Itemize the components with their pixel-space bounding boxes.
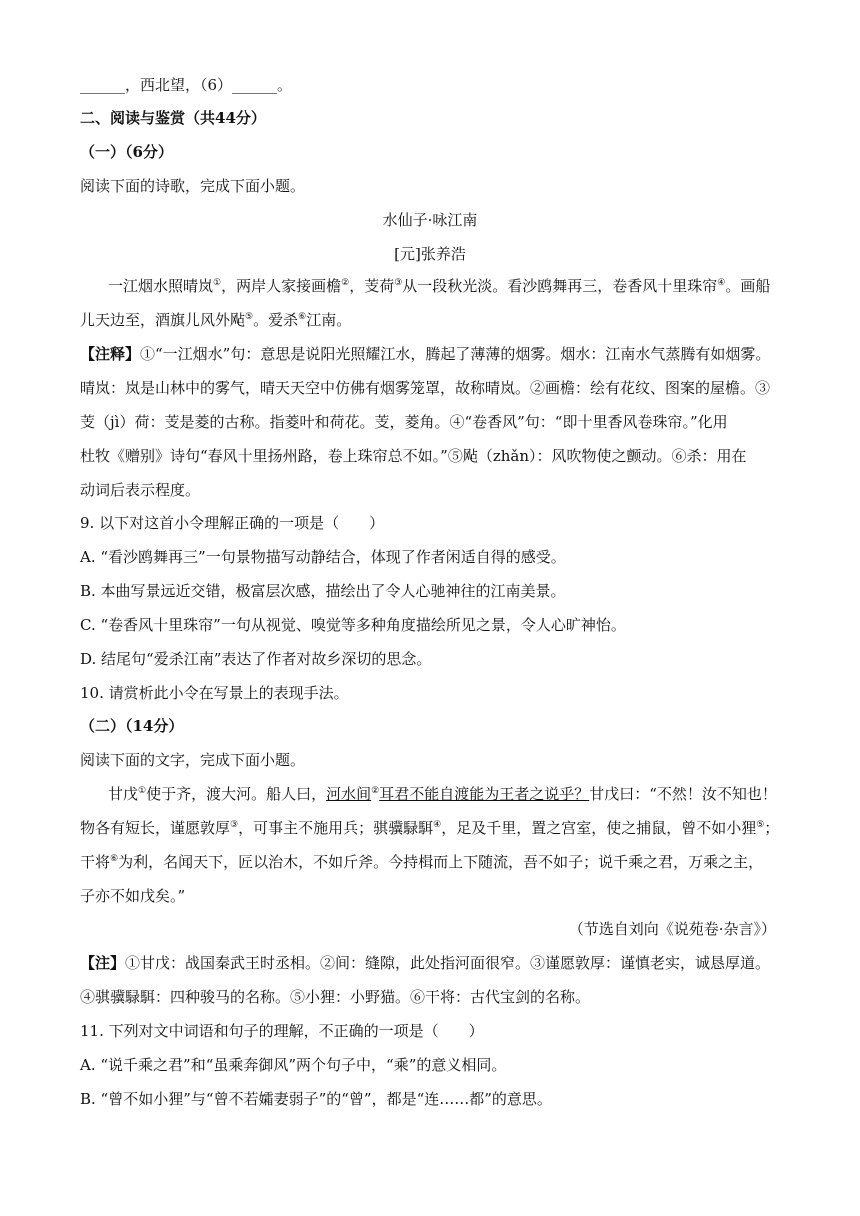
note-mark: ① <box>213 278 222 288</box>
subsection-heading: （二）（14分） <box>80 717 184 735</box>
annotation-body: ①甘戊：战国秦武王时丞相。②间：缝隙，此处指河面很窄。③谨愿敦厚：谨慎老实，诚恳厚道。 <box>125 954 771 972</box>
note-mark: ⑥ <box>298 312 307 322</box>
annotation-line: 杜牧《赠别》诗句“春风十里扬州路，卷上珠帘总不如。”⑤飐（zhǎn）：风吹物使之颤动。⑥杀：用在 <box>80 447 747 465</box>
option-c: C. “卷香风十里珠帘”一句从视觉、嗅觉等多种角度描绘所见之景，令人心旷神怡。 <box>80 616 626 634</box>
note-mark: ③ <box>230 820 239 830</box>
poem-text: 。画船 <box>725 277 771 295</box>
passage-line <box>80 852 782 872</box>
note-mark: ① <box>138 786 147 796</box>
option-d: D. 结尾句“爱杀江南”表达了作者对故乡深切的思念。 <box>80 650 432 668</box>
passage-text: 甘戊 <box>108 785 139 803</box>
note-mark: ⑤ <box>245 312 254 322</box>
poem-text: 从一段秋光淡。看沙鸥舞再三，卷香风十里珠帘 <box>402 277 718 295</box>
poem-text: 儿天边至，酒旗儿风外飐 <box>80 311 246 329</box>
poem-text: 江南。 <box>306 311 352 329</box>
passage-text: 使于齐，渡大河。船人曰， <box>146 785 327 803</box>
passage-line <box>80 818 782 838</box>
poem-text: 一江烟水照晴岚 <box>108 277 214 295</box>
note-mark: ④ <box>717 278 726 288</box>
source-citation: （节选自刘向《说苑卷·杂言》） <box>568 920 776 938</box>
passage-text: 为利，名闻天下，匠以治木，不如斤斧。今持楫而上下随流，吾不如子；说千乘之君，万乘之主， <box>118 853 764 871</box>
annotation-line: 晴岚：岚是山林中的雾气，晴天天空中仿佛有烟雾笼罩，故称晴岚。②画檐：绘有花纹、图案的屋檐。③ <box>80 379 771 397</box>
passage-text: ； <box>764 819 780 837</box>
question-9: 9. 以下对这首小令理解正确的一项是（ ） <box>80 514 385 532</box>
underlined-sentence: 河水间 <box>326 785 372 803</box>
note-mark: ⑥ <box>110 854 119 864</box>
annotation-line <box>80 344 782 364</box>
option-a: A. “看沙鸥舞再三”一句景物描写动静结合，体现了作者闲适自得的感受。 <box>80 548 566 566</box>
annotation-line: 芰（jì）荷：芰是菱的古称。指菱叶和荷花。芰，菱角。④“卷香风”句：“即十里香风卷珠帘。”化用 <box>80 413 728 431</box>
passage-text: 甘戊曰：“不然！汝不知也！ <box>589 785 777 803</box>
option-a: A. “说千乘之君”和“虽乘奔御风”两个句子中，“乘”的意义相同。 <box>80 1056 507 1074</box>
note-mark: ⑤ <box>756 820 765 830</box>
note-mark: ③ <box>394 278 403 288</box>
underlined-sentence: 耳君不能自渡能为王者之说乎？ <box>379 785 590 803</box>
annotation-body: ①“一江烟水”句：意思是说阳光照耀江水，腾起了薄薄的烟雾。烟水：江南水气蒸腾有如烟雾。 <box>140 345 771 363</box>
poem-text: ，两岸人家接画檐 <box>221 277 342 295</box>
section-heading: 二、阅读与鉴赏（共44分） <box>80 109 266 127</box>
annotation-label: 【注释】 <box>80 345 141 363</box>
note-mark: ② <box>341 278 350 288</box>
poem-author: [元]张养浩 <box>394 245 466 263</box>
option-b: B. 本曲写景远近交错，极富层次感，描绘出了令人心驰神往的江南美景。 <box>80 582 566 600</box>
poem-line <box>80 310 782 330</box>
passage-text: 物各有短长，谨愿敦厚 <box>80 819 231 837</box>
passage-text: ，可事主不施用兵；骐骥騄駬 <box>238 819 434 837</box>
passage-text: 干将 <box>80 853 111 871</box>
passage-line: 子亦不如戊矣。” <box>80 887 186 905</box>
question-11: 11. 下列对文中词语和句子的理解，不正确的一项是（ ） <box>80 1022 484 1040</box>
option-b: B. “曾不如小狸”与“曾不若孀妻弱子”的“曾”，都是“连……都”的意思。 <box>80 1090 552 1108</box>
question-10: 10. 请赏析此小令在写景上的表现手法。 <box>80 684 349 702</box>
instruction: 阅读下面的诗歌，完成下面小题。 <box>80 177 306 195</box>
note-mark: ④ <box>433 820 442 830</box>
poem-text: ，芰荷 <box>349 277 395 295</box>
annotation-line: ④骐骥騄駬：四种骏马的名称。⑤小狸：小野猫。⑥干将：古代宝剑的名称。 <box>80 988 591 1006</box>
poem-title: 水仙子·咏江南 <box>382 211 478 229</box>
poem-text: 。爱杀 <box>253 311 299 329</box>
passage-line <box>108 784 782 804</box>
poem-line <box>108 276 782 296</box>
instruction: 阅读下面的文字，完成下面小题。 <box>80 751 306 769</box>
note-mark: ② <box>371 786 380 796</box>
fill-blank-line: ______，西北望，（6）______。 <box>80 76 293 94</box>
annotation-line <box>80 953 782 973</box>
annotation-line: 动词后表示程度。 <box>80 481 201 499</box>
subsection-heading: （一）（6分） <box>80 143 173 161</box>
passage-text: ，足及千里，置之宫室，使之捕鼠，曾不如小狸 <box>441 819 757 837</box>
annotation-label: 【注】 <box>80 954 126 972</box>
